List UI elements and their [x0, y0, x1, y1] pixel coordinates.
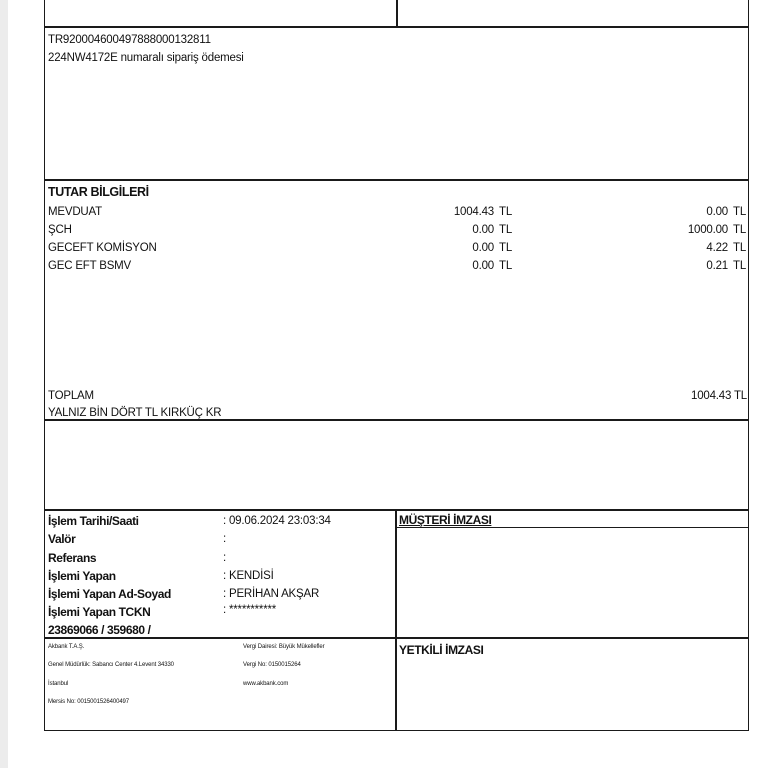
field-value: : PERİHAN AKŞAR	[223, 588, 320, 600]
receipt-page	[8, 0, 768, 768]
amount-row-cur2: TL	[733, 260, 747, 272]
amount-row-col1: 0.00	[472, 224, 494, 236]
amount-row-col2: 4.22	[706, 242, 728, 254]
amount-row-label: MEVDUAT	[48, 206, 102, 218]
field-value: :	[223, 533, 226, 545]
bank-info-left: İstanbul	[48, 681, 69, 687]
amount-row-col1: 0.00	[472, 242, 494, 254]
field-label: Valör	[48, 532, 76, 546]
amount-row-col1: 0.00	[472, 260, 494, 272]
top-right-cell	[396, 0, 749, 28]
amount-row-label: GEC EFT BSMV	[48, 260, 132, 272]
amount-row-col2: 1000.00	[687, 224, 728, 236]
top-left-cell	[44, 0, 398, 28]
description-box	[44, 26, 749, 181]
field-label: İşlem Tarihi/Saati	[48, 514, 139, 528]
total-value: 1004.43 TL	[691, 390, 747, 402]
bank-info-right: Vergi No: 0150015264	[243, 662, 301, 668]
field-value: : ***********	[223, 604, 277, 616]
amount-row-cur2: TL	[733, 224, 747, 236]
amount-in-words: YALNIZ BİN DÖRT TL KIRKÜÇ KR	[48, 407, 222, 419]
transaction-code: 23869066 / 359680 /	[48, 623, 151, 637]
bank-info-left: Genel Müdürlük: Sabancı Center 4.Levent 34330	[48, 662, 174, 668]
bank-info-left: Akbank T.A.Ş.	[48, 644, 85, 650]
amount-row-cur1: TL	[499, 242, 513, 254]
amount-row-cur1: TL	[499, 206, 513, 218]
bank-info-box	[44, 637, 397, 731]
iban-text: TR920004600497888000132811	[48, 34, 211, 46]
customer-signature-box	[395, 509, 749, 639]
amount-row-cur2: TL	[733, 206, 747, 218]
total-label: TOPLAM	[48, 390, 94, 402]
amount-row-col2: 0.21	[706, 260, 728, 272]
amount-row-col2: 0.00	[706, 206, 728, 218]
field-label: İşlemi Yapan	[48, 569, 116, 583]
amounts-title: TUTAR BİLGİLERİ	[48, 185, 149, 199]
bank-info-right: Vergi Dairesi: Büyük Mükellefler	[243, 644, 325, 650]
amount-row-cur1: TL	[499, 224, 513, 236]
field-value: : 09.06.2024 23:03:34	[223, 515, 331, 527]
amount-row-cur2: TL	[733, 242, 747, 254]
authorized-signature-label: YETKİLİ İMZASI	[399, 643, 484, 657]
description-text: 224NW4172E numaralı sipariş ödemesi	[48, 52, 244, 64]
field-label: Referans	[48, 551, 97, 565]
amount-row-col1: 1004.43	[453, 206, 494, 218]
customer-signature-label: MÜŞTERİ İMZASI	[399, 513, 492, 527]
field-label: İşlemi Yapan Ad-Soyad	[48, 587, 171, 601]
field-value: : KENDİSİ	[223, 570, 274, 582]
field-value: :	[223, 552, 226, 564]
blank-box	[44, 419, 749, 511]
bank-info-right: www.akbank.com	[243, 681, 289, 687]
amount-row-cur1: TL	[499, 260, 513, 272]
bank-info-left: Mersis No: 0015001526400497	[48, 699, 130, 705]
amount-row-label: ŞCH	[48, 224, 72, 236]
field-label: İşlemi Yapan TCKN	[48, 605, 151, 619]
amount-row-label: GECEFT KOMİSYON	[48, 242, 157, 254]
